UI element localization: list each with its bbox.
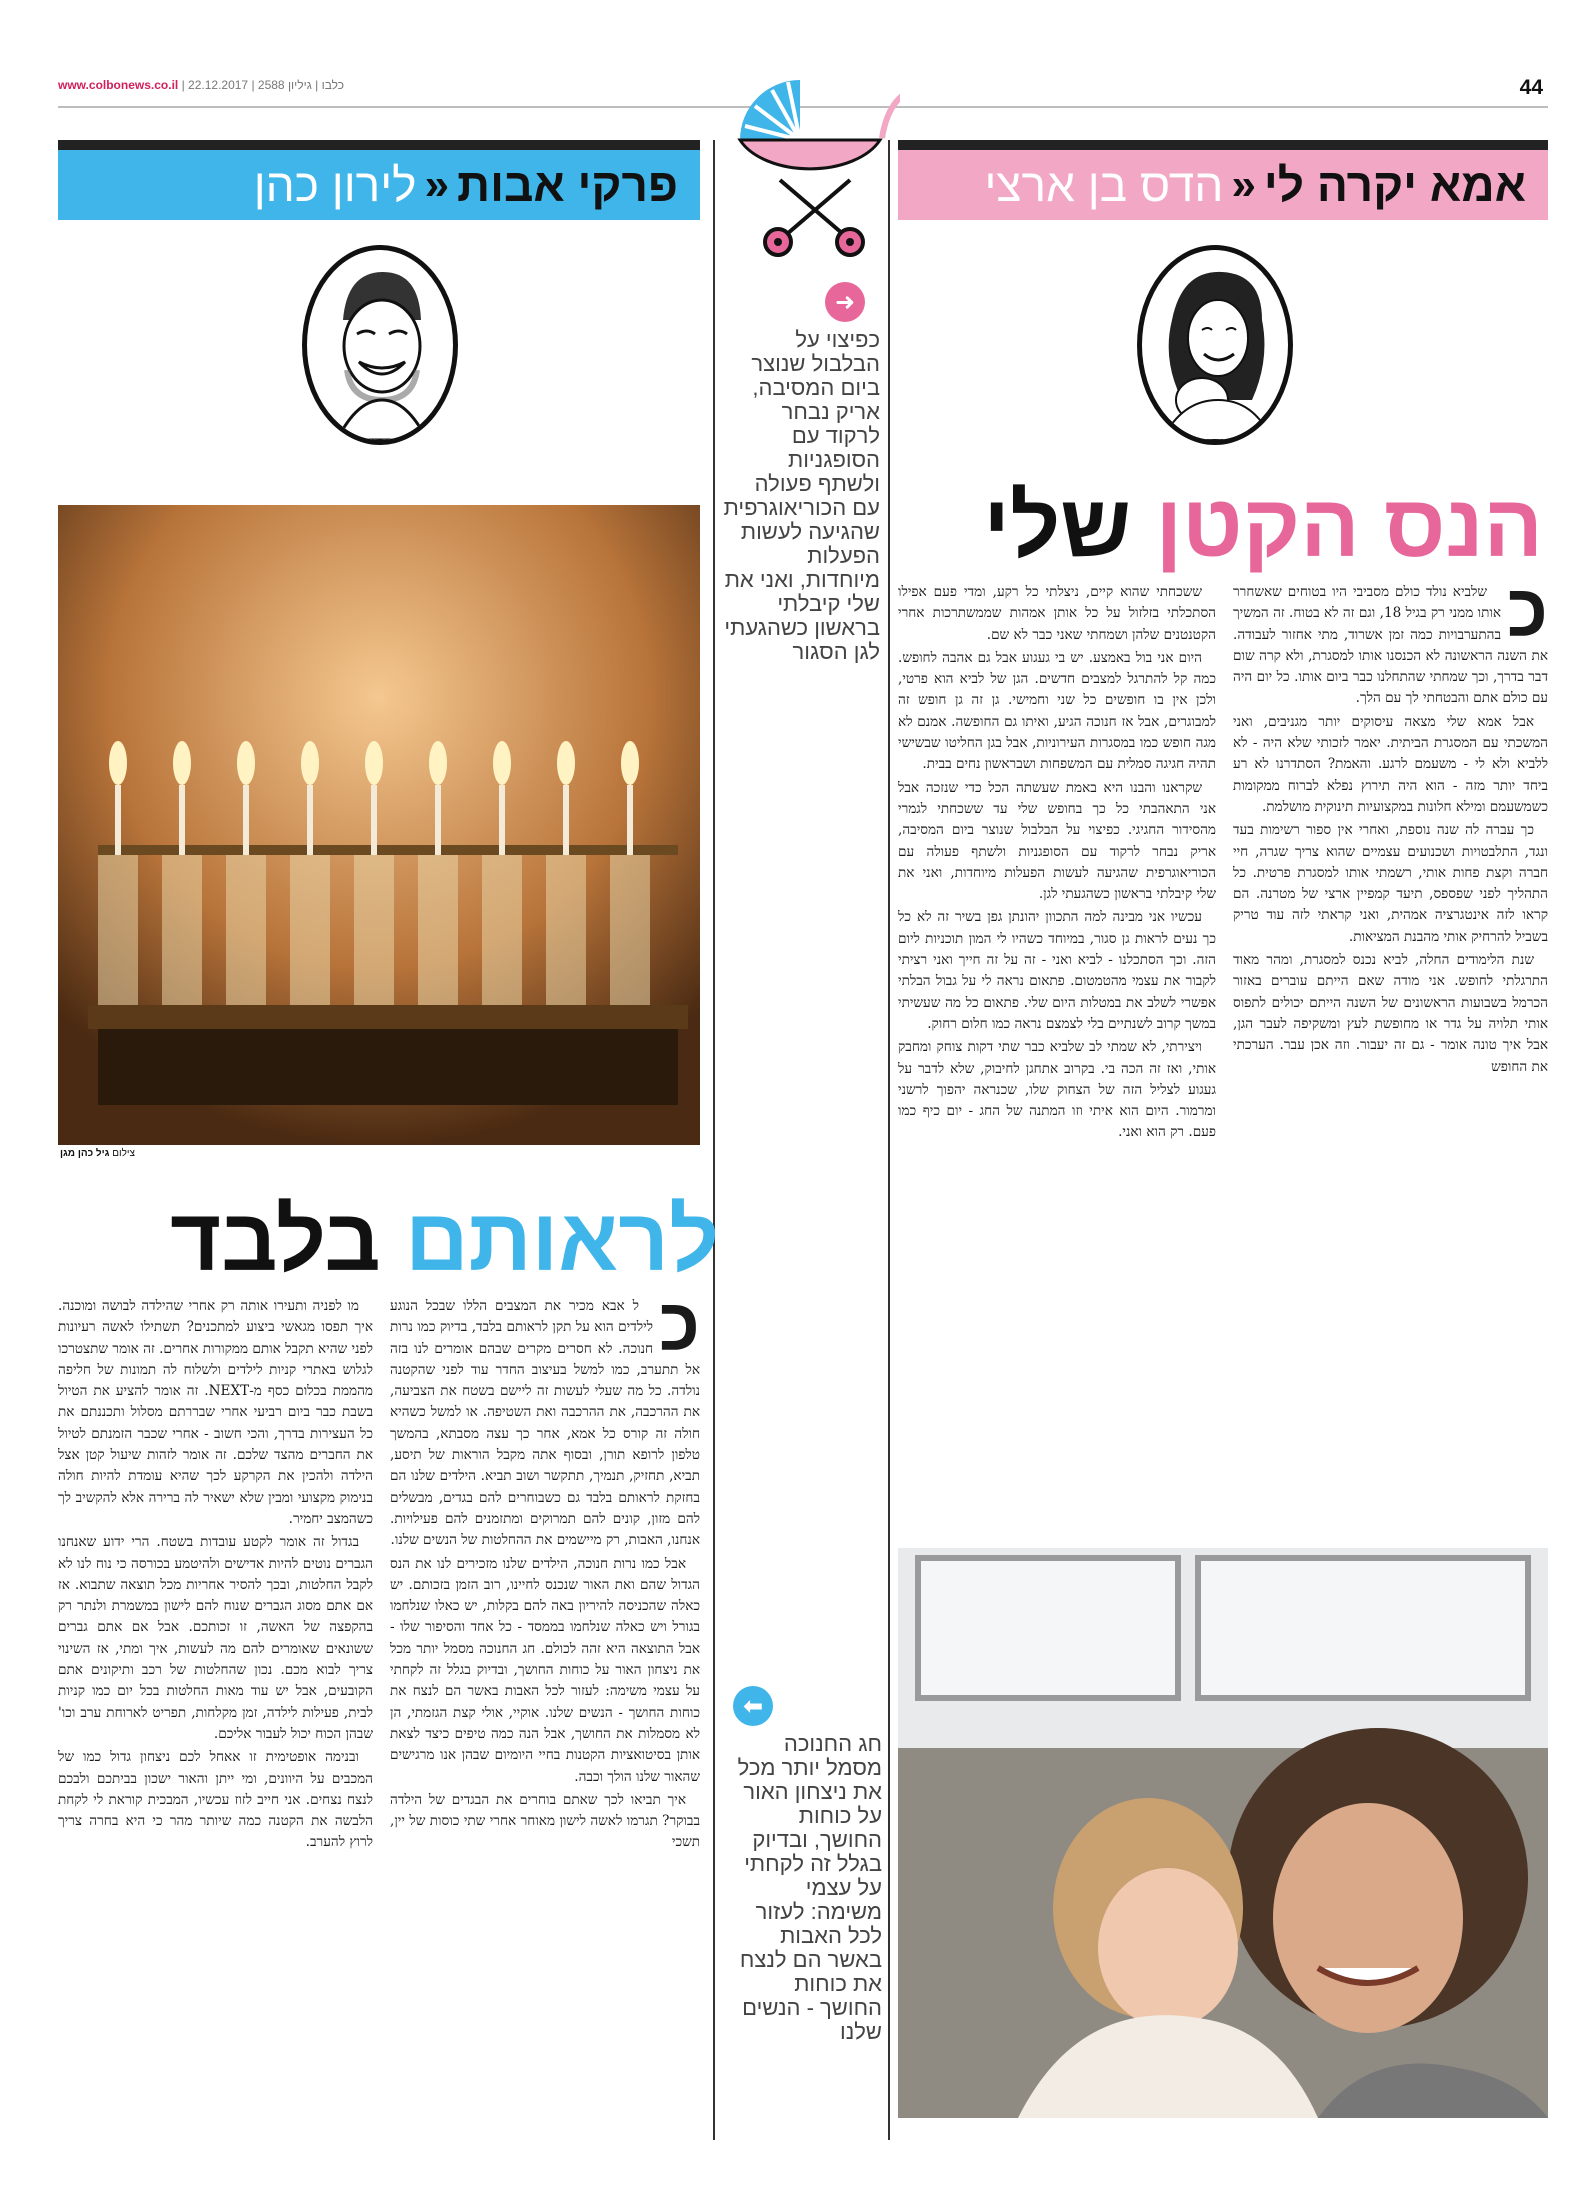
paragraph: מו לפניה ותעירו אותה רק אחרי שהילדה לבושה ומוכנה. איך תפסו מגאשי ביצוע למתכנים? תשתילו לאשה רעיונות לפני שהיא תקבל אותם ממקורות אחרים. זה אומר שתצטרכו לגלוש באתרי קניות לילדים ולשלוח לה תמונות של חליפה מהממת בכלום כסף מ-NEXT. זה אומר להציע את הטיול בשבת כבר ביום רביעי אחרי שבררתם מסלול ותכננתם את כל העצירות בדרך, והכי חשוב - אחרי שכבר הזמנתם לטיול את החברים מהצד שלכם. זה אומר לזהות שיעול קטן אצל הילדה ולהכין את הקרקע לכך שהיא עומדת להיות חולה בנימוק מקצועי ומבין שלא ישאיר לה ברירה אלא להקשיב לך כשהמצב יחמיר. — [58, 1298, 373, 1527]
pull-quote-top: כפיצוי על הבלבול שנוצר ביום המסיבה, אריק נבחר לרקוד עם הסופגניות ולשתף פעולה עם הכוריאוגרפית שהגיעה לעשות הפעלות מיוחדות, ואני את שלי קיבלתי בראשון כשהגעתי לגן הסגור — [723, 328, 880, 664]
menorah-glass — [482, 855, 522, 1005]
menorah-candle — [307, 785, 313, 855]
photo-mother-child — [898, 1548, 1548, 2118]
paragraph: שקראנו והבנו היא באמת שעשתה הכל כדי שנזכה אבל אני התאהבתי כל כך בחופש שלי עד ששכחתי לגמרי מהסידור החגיגי. כפיצוי על הבלבול שנוצר ביום המסיבה, אריק נבחר לרקוד עם הסופגניות ולשתף פעולה עם הכוריאוגרפית שהגיעה לעשות הפעלות מיוחדות, ואני את שלי קיבלתי בראשון כשהגעתי לגן. — [898, 779, 1216, 903]
paragraph: אבל כמו נרות חנוכה, הילדים שלנו מזכירים לנו את הנס הגדול שהם ואת האור שנכנס לחיינו, רוב הזמן בזכותם. יש כאלה שהכניסה להיריון באה להם בקלות, יש כאלו שנלחמו בגורל ויש כאלה שנלחמו בממסד - כל אחד והסיפור שלו - אבל התוצאה היא זהה לכולם. חג החנוכה מסמל יותר מכל את ניצחון האור על כוחות החושך, ובדיוק בגלל זה לקחתי על עצמי משימה: לעזור לכל האבות באשר הם לנצח את כוחות החושך - הנשים שלנו. אוקיי, אולי קצת הגזמתי, הן לא מסמלות את החושך, אבל הנה כמה טיפים כיצד לצאת אותן בסיטואציות הקטנות בחיי היומיום שבהן אנו מרגישים שהאור שלנו הולך וכבה. — [390, 1555, 700, 1785]
photo-illustration — [58, 505, 700, 1145]
banner-arrows-icon: « — [424, 160, 450, 209]
pull-quote-bottom: חג החנוכה מסמל יותר מכל את ניצחון האור על כוחות החושך, ובדיוק בגלל זה לקחתי על עצמי משימה: לעזור לכל האבות באשר הם לנצח את כוחות החושך - הנשים שלנו — [737, 1732, 882, 2044]
stroller-icon — [700, 60, 900, 270]
banner-title: פרקי אבות — [457, 159, 678, 211]
menorah-glass — [162, 855, 202, 1005]
banner-author: לירון כהן — [253, 159, 417, 211]
banner-author: הדס בן ארצי — [984, 159, 1224, 211]
menorah-candle — [115, 785, 121, 855]
menorah-candle — [371, 785, 377, 855]
banner-mom-column — [898, 140, 1548, 220]
menorah-flame — [237, 741, 255, 785]
paragraph: שנת הלימודים החלה, לביא נכנס למסגרת, ומהר מאוד התרגלתי לחופש. אני מודה שאם הייתם עוברים באזור הכרמל בשבועות הראשונים של השנה הייתם יכולים לתפוס אותי תלויה על גדר או מחופשת לעץ ומשקיפה לעבר הגן, אבל איך טונה אומר - גם זה יעבור. וזה אכן עבר. הערכתי את החופש — [1233, 952, 1548, 1075]
paragraph: אבל אמא שלי מצאה עיסוקים יותר מגניבים, ואני המשכתי עם המסגרת הביתית. יאמר לזכותי שלא היה - לא ללביא ולא לי - משעמם לרגע. והאמת? הסתדרנו לא רע ביחד יותר מזה - הוא היה תירוץ נפלא לברוח ממקומות כשמשעמם ומילא חלונות במקצועיות תינוקית מושלמת. — [1233, 713, 1548, 815]
menorah-flame — [365, 741, 383, 785]
paragraph: שלביא נולד כולם מסביבי היו בטוחים שאשחרר אותו ממני רק בגיל 18, וגם זה לא בטוח. זה המשיך בהתערבויות כמה זמן אשרוד, מתי אחזור לעבודה. את השנה הראשונה לא הכנסנו אותו למסגרת, ולא קרה שום דבר בדרך, וכך שמחתי שהתחלנו כבר ביום אותו. כל יום היה עם כולם אתם והבטחתי לך עם הלך. — [1233, 584, 1548, 707]
paragraph: ששכחתי שהוא קיים, ניצלתי כל רקע, ומדי פעם אפילו הסתכלתי בזלזול על כל אותן אמהות שממשתרכות אחרי הקטנטנים שלהן ושמחתי שאני כבר לא שם. — [898, 584, 1216, 643]
menorah-flame — [557, 741, 575, 785]
issue-meta: | כלבו | גיליון 2588 | 22.12.2017 — [181, 78, 345, 92]
photo-illustration — [898, 1548, 1548, 2118]
article-mom-col2 — [898, 582, 1216, 1547]
menorah-flame — [429, 741, 447, 785]
headline-part2: שלי — [983, 476, 1132, 575]
paragraph: איך תביאו לכך שאתם בוחרים את הבגדים של הילדה בבוקר? תגרמו לאשה לישון מאוחר אחרי שתי כוסות של יין, תשכי — [390, 1791, 700, 1851]
photo-credit-label: צילום — [112, 1148, 135, 1159]
photo-credit — [60, 1148, 135, 1159]
banner-title: אמא יקרה לי — [1263, 159, 1526, 211]
paragraph: ל אבא מכיר את המצבים הללו שבכל הנוגע לילדים הוא על תקן לראותם בלבד, בדיוק כמו נרות חנוכה. לא חסרים מקרים שבהם אומרים לנו בזה אל תתערב, כמו למשל בעיצוב החדר עוד לפני שהקטנה נולדה. כל מה שעלי לעשות זה ליישם בשטח את הצביעה, את ההרכבה, את ההרכבה ואת השטיפה. או למשל כשהיא חולה זה קורס כל אמא, אחר כך עצה מסבתא, בהמשך טלפון לרופא תורן, ובסוף אתה מקבל הוראות של תיסע, תביא, תחזיק, תנמיך, תתקשר ושוב תביא. הילדים שלנו הם בחזקת לראותם בלבד גם כשבוחרים להם בגדים, מבשלים להם מזון, קונים להם תמרוקים ומתזמנים להם פעילויות. אנחנו, האבות, רק מיישמים את ההחלטות של הנשים שלנו. — [390, 1298, 700, 1549]
portrait-illustration-icon — [1142, 250, 1288, 440]
menorah-glass — [546, 855, 586, 1005]
banner-dad-column — [58, 140, 700, 220]
masthead — [58, 78, 344, 92]
menorah-candle — [499, 785, 505, 855]
photo-credit-name: גיל כהן מגן — [60, 1148, 110, 1159]
portrait-illustration-icon — [307, 250, 453, 440]
article-dad-col1 — [390, 1296, 700, 2138]
site-url[interactable]: www.colbonews.co.il — [58, 78, 179, 92]
paragraph: עכשיו אני מבינה למה התכוון יהונתן גפן בשיר זה לא כל כך נעים לראות גן סגור, במיוחד כשהיו לי המון תוכניות ליום הזה. וכך הסתכלנו - לביא ואני - זה על זה חייך ואני רציתי לקבור את עצמי מהטמטום. פתאום נראה לי על גבול הבלתי אפשרי לשלב את במטלות היום שלי. פתאום כל מה שעשיתי במשך קרוב לשנתיים בלי לצמצם נראה כמו חלום רחוק. — [898, 909, 1216, 1032]
menorah-glass — [418, 855, 458, 1005]
menorah-candle — [627, 785, 633, 855]
headline-mom — [983, 476, 1543, 575]
headline-dad — [170, 1190, 720, 1289]
dropcap: כ — [659, 1296, 700, 1366]
menorah-flame — [301, 741, 319, 785]
menorah-glass — [610, 855, 650, 1005]
menorah-flame — [621, 741, 639, 785]
arrow-right-icon: ➜ — [825, 282, 865, 322]
arrow-left-icon: ⬅ — [733, 1686, 773, 1726]
headline-part1: לראותם — [405, 1190, 720, 1289]
paragraph: בגדול זה אומר לקטע עובדות בשטח. הרי ידוע שאנחנו הגברים נוטים להיות אדישים ולהיטמע בכורסה כי נוח לנו לא לקבל החלטות, ובכך להסיר אחריות מכל תוצאה שתבוא. אז אם אתם מסוג הגברים שנוח להם לישון במשמרת ולנתר רק בהקפצה של האשה, זו זכותכם. אבל אם אתם גברים ששונאים שאומרים להם מה לעשות, איך ומתי, אז השינוי צריך לבוא מכם. נכון שהחלטות של רכב ותיקונים אתם הקובעים, אבל יש עוד מאות החלטות בכל יום כמו קניות לבית, פעילות לילדה, זמן מקלחות, תפריט לארוחת ערב וכו' שבהן הכוח יכול לעבור אליכם. — [58, 1534, 373, 1742]
menorah-glass — [98, 855, 138, 1005]
article-dad-col2 — [58, 1296, 373, 2138]
column-divider-right — [888, 140, 890, 2140]
paragraph: כך עברה לה שנה נוספת, ואחרי אין ספור רשימות בעד ונגד, התלבטויות ושכנועים עצמיים שהוא צריך שגרה, חיי חברה וקצת פחות אותי, רשמתי אותו למסגרת פרטית. כל התהליך לפני שפספס, תיעד קמפיין ארצי של מטרנה. הם קראו לזה אינטגרציה אמהית, ואני קראתי לזה עוד טריק בשביל להרחיק אותי מהבנת המציאות. — [1233, 822, 1548, 945]
dropcap: כ — [1507, 582, 1548, 652]
author-portrait-mom — [1137, 245, 1293, 445]
banner-arrows-icon: « — [1231, 160, 1256, 209]
paragraph: ויצירתי, לא שמתי לב שלביא כבר שתי דקות צוחק ומחבק אותי, ואז זה הכה בי. בקרוב אתחגן לחיבוק, שלא לדבר על געגוע לצליל הזה של הצחוק שלו, שכנראה יהפוך לרשני ומרמור. היום הוא איתי וזו המתנה של החג - יום כיף כמו פעם. רק הוא ואני. — [898, 1039, 1216, 1141]
menorah-glass — [354, 855, 394, 1005]
menorah-candle — [243, 785, 249, 855]
headline-part2: בלבד — [170, 1190, 381, 1289]
article-mom-col1 — [1233, 582, 1548, 1547]
menorah-candle — [435, 785, 441, 855]
column-divider-left — [713, 140, 715, 2140]
menorah-candle — [179, 785, 185, 855]
menorah-flame — [173, 741, 191, 785]
menorah-glass — [290, 855, 330, 1005]
author-portrait-dad — [302, 245, 458, 445]
menorah-flame — [493, 741, 511, 785]
paragraph: ובנימה אופטימית זו אאחל לכם ניצחון גדול כמו של המכבים על היוונים, ומי ייתן והאור ישכון בביתכם ולבכם לנצח נצחים. אני חייב לזוז עכשיו, המבכית קוראת לי לקחת הלבשה את הקטנה כמה שיותר מהר כי היא בחרה צריך לרוץ להערב. — [58, 1749, 373, 1851]
paragraph: היום אני בול באמצע. יש בי געגוע אבל גם אהבה לחופש. כמה קל להתרגל למצבים חדשים. הגן של לביא הוא פרטי, ולכן אין בו חופשים כל שני וחמישי. גן זה גן חופש זה למבוגרים, אבל אז חנוכה הגיע, ואיתו גם החופשה. אמנם לא מגה חופש כמו במסגרות העירוניות, אבל בגן החליטו שבשישי תהיה חגיגה סמלית עם המשפחות ושבראשון נחים בבית. — [898, 649, 1216, 773]
headline-part1: הנס הקטן — [1155, 476, 1543, 575]
page-number: 44 — [1519, 76, 1543, 99]
menorah-candle — [563, 785, 569, 855]
menorah-glass — [226, 855, 266, 1005]
photo-menorah — [58, 505, 700, 1145]
menorah-flame — [109, 741, 127, 785]
